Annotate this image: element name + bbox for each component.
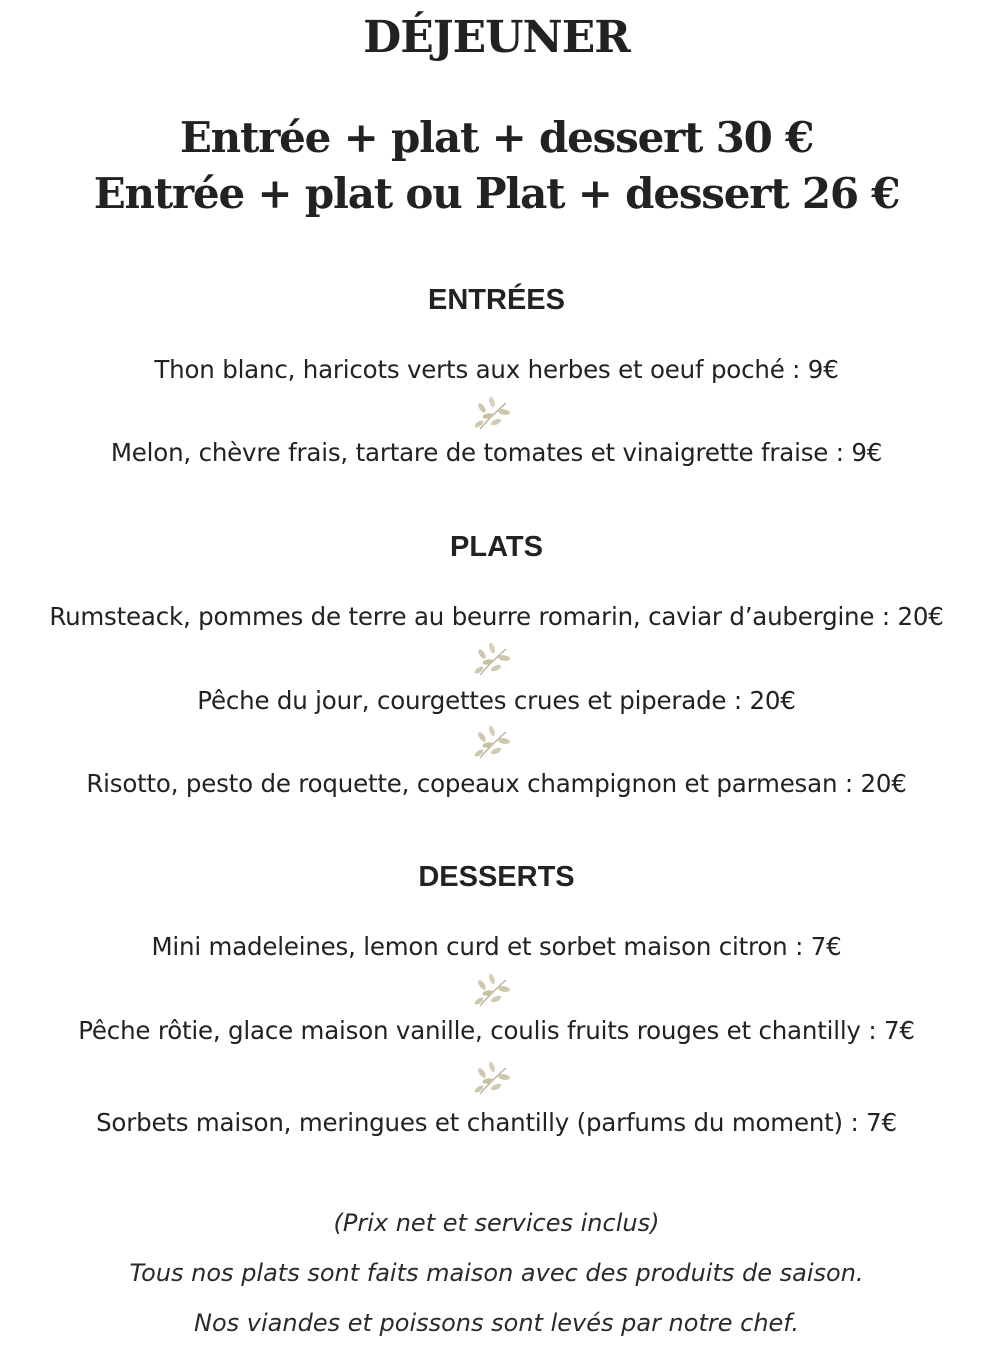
footer-note-homemade: Tous nos plats sont faits maison avec des produits de saison.: [129, 1259, 864, 1287]
section-heading-plats: PLATS: [450, 531, 543, 563]
leaf-sprig-icon: [466, 394, 516, 434]
menu-item: Rumsteack, pommes de terre au beurre romarin, caviar d’aubergine : 20€: [49, 602, 944, 631]
formula-three-courses: Entrée + plat + dessert 30 €: [179, 113, 814, 162]
section-heading-desserts: DESSERTS: [418, 861, 575, 893]
footer-note-prices: (Prix net et services inclus): [333, 1209, 660, 1237]
menu-item: Risotto, pesto de roquette, copeaux champignon et parmesan : 20€: [86, 769, 907, 798]
leaf-sprig-icon: [466, 640, 516, 680]
footer-note-chef: Nos viandes et poissons sont levés par notre chef.: [194, 1309, 799, 1337]
menu-item: Sorbets maison, meringues et chantilly (parfums du moment) : 7€: [96, 1108, 897, 1137]
leaf-sprig-icon: [466, 723, 516, 763]
menu-item: Mini madeleines, lemon curd et sorbet maison citron : 7€: [151, 932, 842, 961]
leaf-sprig-icon: [466, 1059, 516, 1099]
menu-item: Melon, chèvre frais, tartare de tomates et vinaigrette fraise : 9€: [110, 438, 883, 467]
menu-title: DÉJEUNER: [363, 12, 630, 63]
menu-item: Thon blanc, haricots verts aux herbes et oeuf poché : 9€: [154, 355, 839, 384]
leaf-sprig-icon: [466, 971, 516, 1011]
section-heading-entrees: ENTRÉES: [428, 284, 565, 316]
menu-item: Pêche du jour, courgettes crues et piperade : 20€: [197, 686, 796, 715]
menu-item: Pêche rôtie, glace maison vanille, coulis fruits rouges et chantilly : 7€: [78, 1016, 915, 1045]
formula-two-courses: Entrée + plat ou Plat + dessert 26 €: [93, 169, 900, 218]
